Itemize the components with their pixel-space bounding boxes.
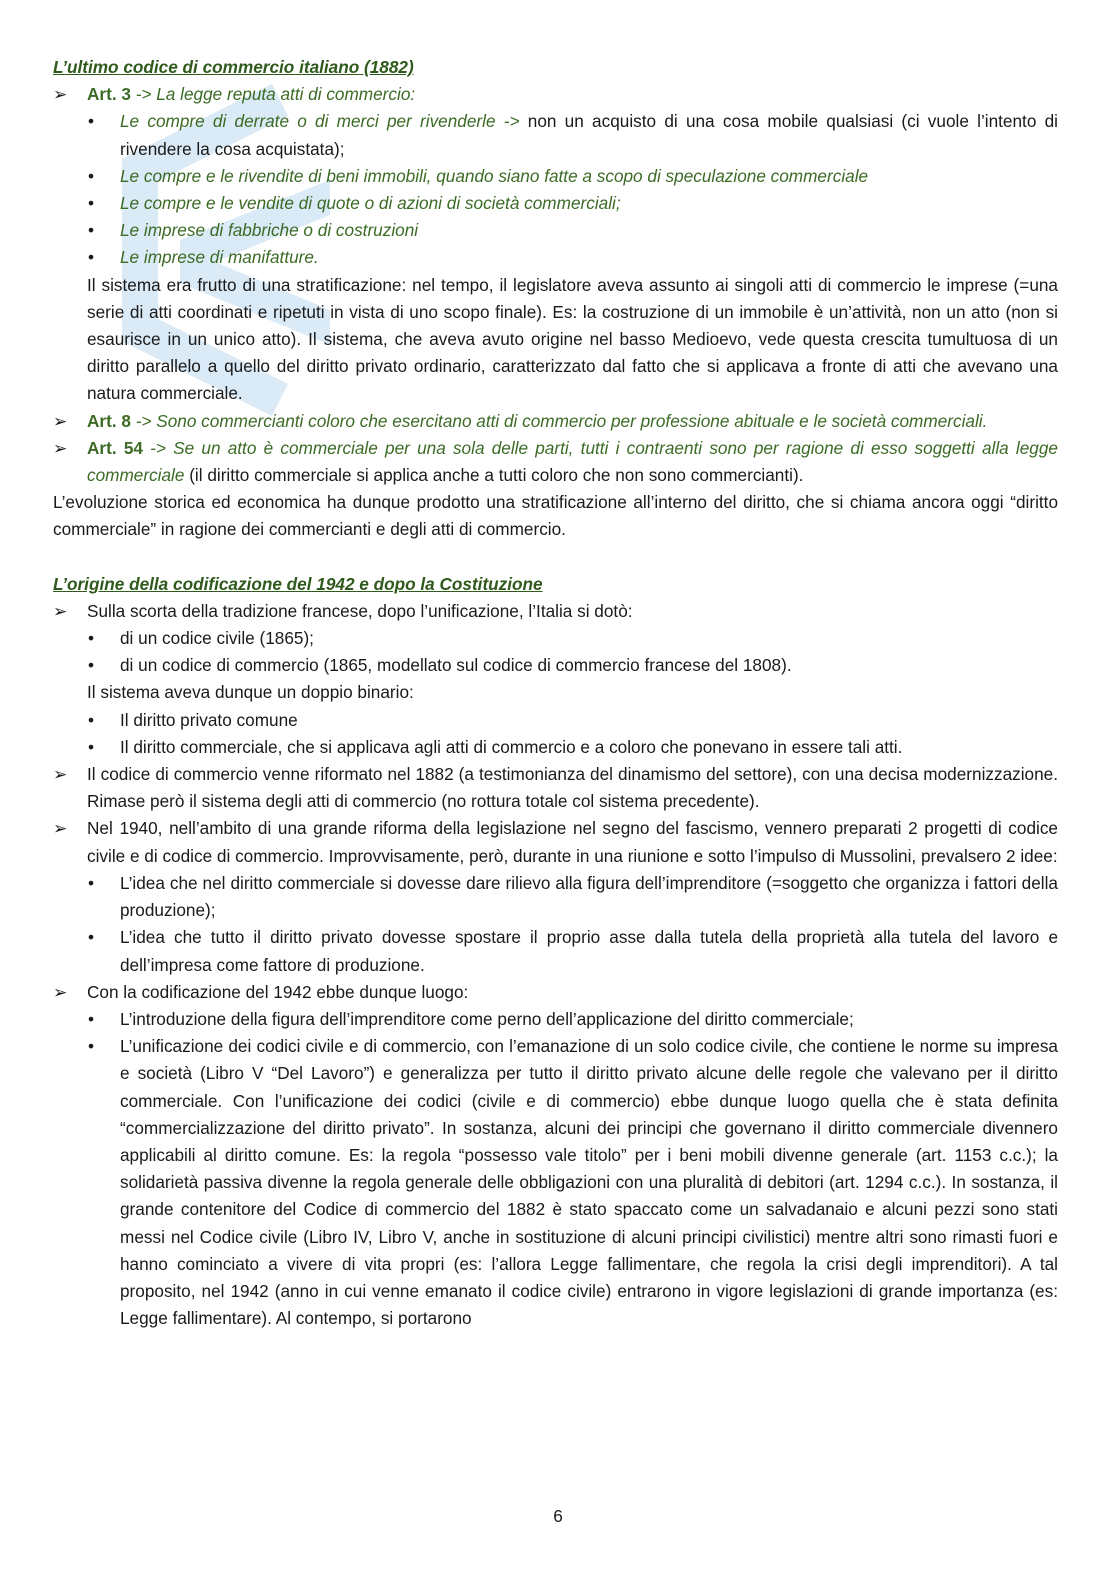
list-item: ➢ Con la codificazione del 1942 ebbe dunque luogo: (53, 979, 1058, 1006)
bullet-list (53, 707, 1058, 761)
bullet-icon: • (88, 193, 95, 214)
article-label: Art. 8 (87, 410, 131, 431)
bullet-list (53, 625, 1058, 679)
list-item: ➢ Nel 1940, nell’ambito di una grande riforma della legislazione nel segno del fascismo, vennero preparati 2 progetti di codice civile e di codice di commercio. Improvvisamente, però, durante in una riunione e sotto l’impulso di Mussolini, prevalsero 2 idee: (53, 815, 1058, 869)
paragraph: Il sistema era frutto di una stratificazione: nel tempo, il legislatore aveva assunto ai singoli atti di commercio le imprese (=una serie di atti coordinati e ripetuti in vista di uno scopo finale). Es: la costruzione di un immobile è un’attività, non un atto (non si esaurisce in un unico atto). Il sistema, che aveva avuto origine nel basso Medioevo, vede questa crescita tumultuosa di un diritto parallelo a quello del diritto privato ordinario, caratterizzato dal fatto che si applicava a fronte di atti che avevano una natura commerciale. (87, 274, 1058, 404)
document-page (53, 54, 1058, 1332)
list-item: • L’idea che nel diritto commerciale si dovesse dare rilievo alla figura dell’imprenditore (=soggetto che organizza i fattori della produzione); (120, 870, 1058, 924)
article-item: ➢ Art. 54 -> Se un atto è commerciale per una sola delle parti, tutti i contraenti sono per ragione di esso soggetti alla legge commerciale (il diritto commerciale si applica anche a tutti coloro che non sono commercianti). (53, 435, 1058, 489)
list-item: • L’unificazione dei codici civile e di commercio, con l’emanazione di un solo codice civile, che contiene le norme su impresa e società (Libro V “Del Lavoro”) e generalizza per tutto il diritto privato alcune delle regole che valevano per il diritto commerciale. Con l’unificazione dei codici (civile e di commercio) ebbe dunque luogo quella che è stata definita “commercializzazione del diritto privato”. In sostanza, alcuni dei principi che governano il diritto commerciale divennero applicabili al diritto comune. Es: la regola “possesso vale titolo” per i beni mobili divenne generale (art. 1153 c.c.); la solidarietà passiva divenne la regola generale delle obbligazioni con una pluralità di debitori (art. 1294 c.c.). In sostanza, il grande contenitore del Codice di commercio del 1882 è stato spaccato come un salvadanaio e alcuni pezzi sono stati messi nel Codice civile (Libro IV, Libro V, anche in sostituzione di alcuni principi civilistici) mentre altri sono rimasti fuori e hanno cominciato a vivere di vita propri (es: l’allora Legge fallimentare, che regola la crisi degli imprenditori). A tal proposito, nel 1942 (anno in cui venne emanato il codice civile) entrarono in vigore legislazioni di grande importanza (es: Legge fallimentare). Al contempo, si portarono (120, 1033, 1058, 1332)
bullet-list (53, 1006, 1058, 1332)
bullet-icon: • (88, 220, 95, 241)
arrow-bullet-icon: ➢ (53, 818, 68, 839)
bullet-icon: • (88, 872, 95, 893)
article-text: Se un atto è commerciale per una sola delle parti, tutti i contraenti sono per ragione di esso soggetti alla legge commerciale (87, 437, 1058, 486)
list-item: • Il diritto commerciale, che si applicava agli atti di commercio e a coloro che ponevano in essere tali atti. (120, 734, 1058, 761)
arrow-bullet-icon: ➢ (53, 981, 68, 1002)
section-title: L’origine della codificazione del 1942 e dopo la Costituzione (53, 573, 543, 594)
list-item: • di un codice civile (1865); (120, 625, 1058, 652)
bullet-icon: • (88, 709, 95, 730)
list-item: • Il diritto privato comune (120, 707, 1058, 734)
article-text: La legge reputa atti di commercio: (156, 84, 416, 105)
arrow-bullet-icon: ➢ (53, 84, 68, 105)
section-title: L’ultimo codice di commercio italiano (1882) (53, 57, 414, 77)
list-item: ➢ Il codice di commercio venne riformato nel 1882 (a testimonianza del dinamismo del settore), con una decisa modernizzazione. Rimase però il sistema degli atti di commercio (no rottura totale col sistema precedente). (53, 761, 1058, 815)
bullet-icon: • (88, 1008, 95, 1029)
list-item: • Le compre e le vendite di quote o di azioni di società commerciali; (120, 190, 1058, 217)
list-item: • Le imprese di fabbriche o di costruzioni (120, 217, 1058, 244)
bullet-icon: • (88, 1036, 95, 1057)
article-label: Art. 54 (87, 437, 143, 458)
arrow-bullet-icon: ➢ (53, 410, 68, 431)
bullet-list (53, 870, 1058, 979)
list-item: • di un codice di commercio (1865, modellato sul codice di commercio francese del 1808). (120, 652, 1058, 679)
article-label: Art. 3 (87, 84, 131, 105)
article-item: ➢ Art. 3 -> La legge reputa atti di commercio: (53, 81, 1058, 108)
bullet-icon: • (88, 165, 95, 186)
bullet-list (53, 108, 1058, 271)
list-item: • Le compre di derrate o di merci per rivenderle -> non un acquisto di una cosa mobile qualsiasi (ci vuole l’intento di rivendere la cosa acquistata); (120, 108, 1058, 162)
list-item: • L’idea che tutto il diritto privato dovesse spostare il proprio asse dalla tutela della proprietà alla tutela del lavoro e dell’impresa come fattore di produzione. (120, 924, 1058, 978)
arrow-bullet-icon: ➢ (53, 437, 68, 458)
paragraph: L’evoluzione storica ed economica ha dunque prodotto una stratificazione all’interno del diritto, che si chiama ancora oggi “diritto commerciale” in ragione dei commercianti e degli atti di commercio. (53, 492, 1058, 540)
bullet-icon: • (88, 111, 95, 132)
bullet-icon: • (88, 628, 95, 649)
arrow-bullet-icon: ➢ (53, 600, 68, 621)
bullet-icon: • (88, 927, 95, 948)
article-item: ➢ Art. 8 -> Sono commercianti coloro che esercitano atti di commercio per professione abituale e le società commerciali. (53, 408, 1058, 435)
list-item: • L’introduzione della figura dell’imprenditore come perno dell’applicazione del diritto commerciale; (120, 1006, 1058, 1033)
bullet-icon: • (88, 736, 95, 757)
bullet-icon: • (88, 247, 95, 268)
article-text: Sono commercianti coloro che esercitano atti di commercio per professione abituale e le società commerciali. (156, 410, 988, 431)
page-number: 6 (553, 1506, 563, 1526)
list-item: • Le imprese di manifatture. (120, 244, 1058, 271)
arrow-bullet-icon: ➢ (53, 764, 68, 785)
paragraph: Il sistema aveva dunque un doppio binario: (87, 682, 414, 703)
bullet-icon: • (88, 655, 95, 676)
list-item: • Le compre e le rivendite di beni immobili, quando siano fatte a scopo di speculazione commerciale (120, 163, 1058, 190)
list-item: ➢ Sulla scorta della tradizione francese, dopo l’unificazione, l’Italia si dotò: (53, 598, 1058, 625)
